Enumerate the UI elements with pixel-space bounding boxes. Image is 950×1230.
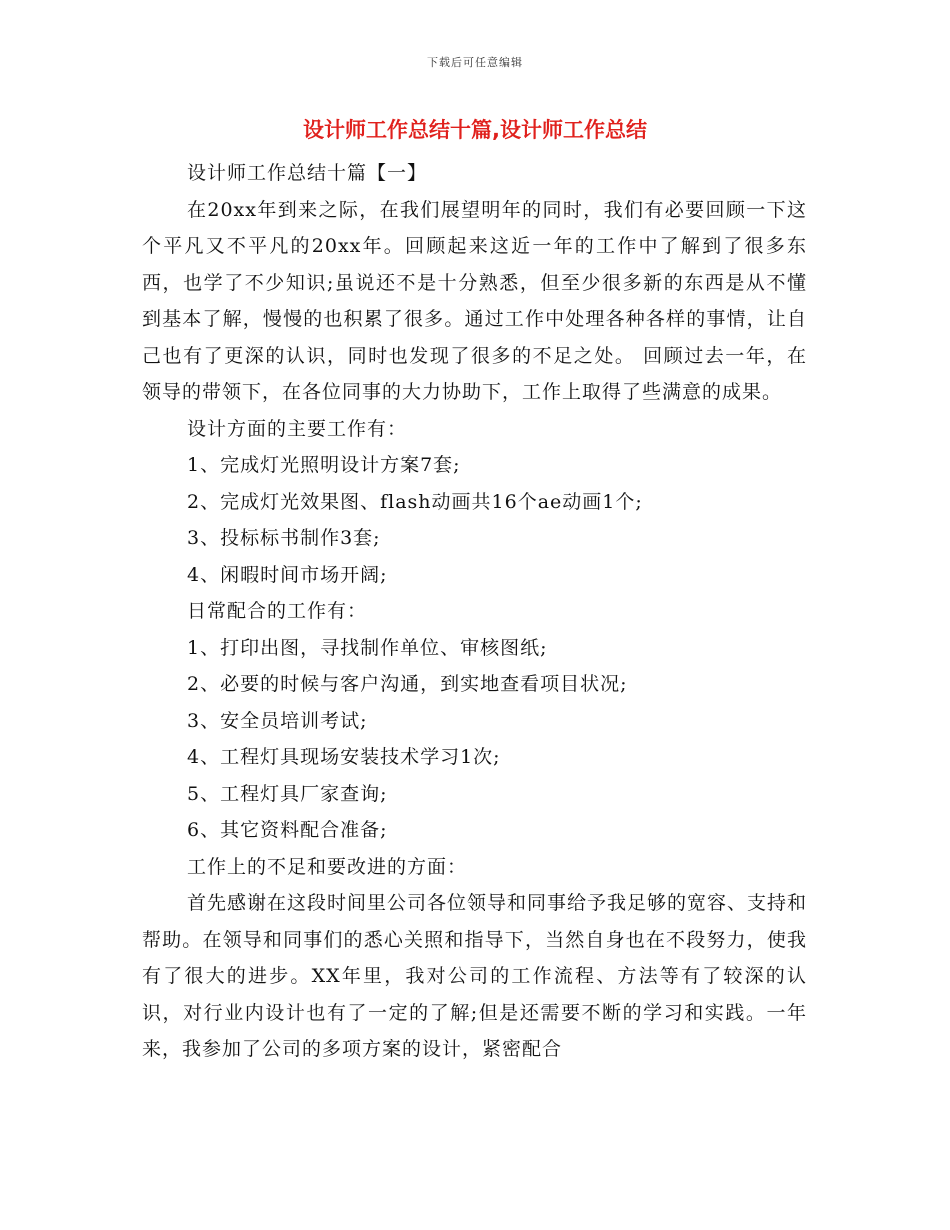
design-work-item: 4、闲暇时间市场开阔; (187, 563, 388, 586)
design-work-heading: 设计方面的主要工作有： (187, 417, 408, 440)
page-header: 下载后可任意编辑 (427, 56, 523, 69)
daily-work-item: 1、打印出图，寻找制作单位、审核图纸; (187, 636, 548, 659)
intro-paragraph: 在20xx年到来之际，在我们展望明年的同时，我们有必要回顾一下这个平凡又不平凡的20xx年。回顾起来这近一年的工作中了解到了很多东西，也学了不少知识;虽说还不是十分熟悉，但至少很多新的东西是从不懂到基本了解，慢慢的也积累了很多。通过工作中处理各种各样的事情，让自己也有了更深的认识，同时也发现了很多的不足之处。 回顾过去一年，在领导的带领下，在各位同事的大力协助下，工作上取得了些满意的成果。 (142, 198, 807, 403)
document-body (142, 155, 807, 1068)
daily-work-heading: 日常配合的工作有： (187, 600, 368, 622)
design-work-item: 2、完成灯光效果图、flash动画共16个ae动画1个; (187, 490, 643, 513)
daily-work-item: 3、安全员培训考试; (187, 709, 368, 732)
daily-work-item: 4、工程灯具现场安装技术学习1次; (187, 746, 501, 768)
design-work-item: 1、完成灯光照明设计方案7套; (187, 454, 461, 476)
section-heading: 设计师工作总结十篇【一】 (187, 162, 428, 184)
daily-work-item: 2、必要的时候与客户沟通，到实地查看项目状况; (187, 673, 628, 695)
daily-work-item: 5、工程灯具厂家查询; (187, 782, 388, 805)
document-title: 设计师工作总结十篇,设计师工作总结 (303, 118, 647, 142)
design-work-item: 3、投标标书制作3套; (187, 527, 381, 549)
daily-work-item: 6、其它资料配合准备; (187, 819, 388, 841)
improvement-heading: 工作上的不足和要改进的方面： (187, 855, 468, 878)
improvement-paragraph: 首先感谢在这段时间里公司各位领导和同事给予我足够的宽容、支持和帮助。在领导和同事们的悉心关照和指导下，当然自身也在不段努力，使我有了很大的进步。XX年里，我对公司的工作流程、方法等有了较深的认识，对行业内设计也有了一定的了解;但是还需要不断的学习和实践。一年来，我参加了公司的多项方案的设计，紧密配合 (142, 892, 808, 1060)
